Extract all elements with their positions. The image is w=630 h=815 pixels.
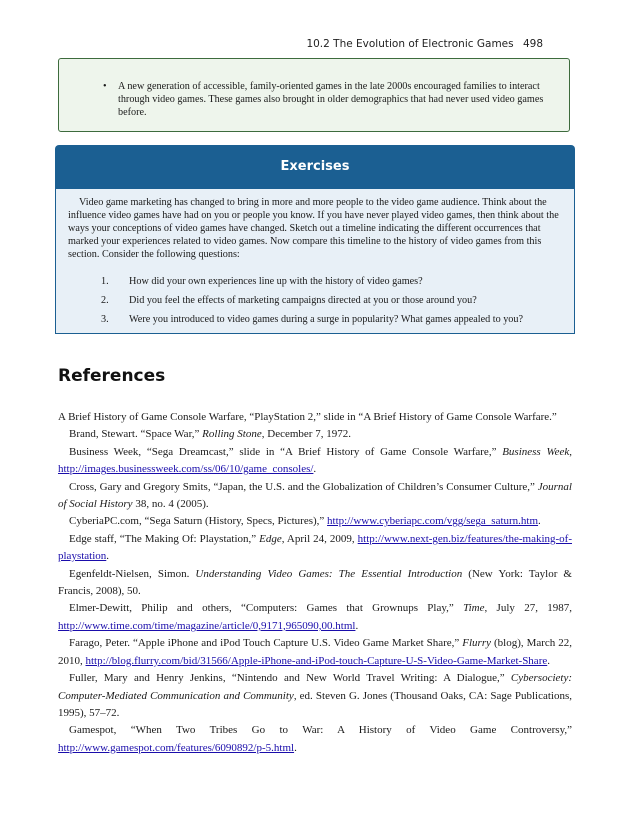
- question-number: 3.: [101, 314, 109, 325]
- reference-text: Farago, Peter. “Apple iPhone and iPod Touch Capture U.S. Video Game Market Share,”: [69, 637, 463, 650]
- reference-text: , July 27, 1987,: [484, 602, 572, 615]
- reference-text: Cross, Gary and Gregory Smits, “Japan, the U.S. and the Globalization of Children’s Consumer Culture,”: [69, 480, 538, 493]
- reference-title: Journal of Social History: [58, 480, 572, 511]
- question-number: 1.: [101, 276, 109, 287]
- reference-text: Gamespot, “When Two Tribes Go to War: A History of Video Game Controversy,”: [69, 724, 572, 737]
- reference-text: Business Week, “Sega Dreamcast,” slide in “A Brief History of Game Console Warfare,”: [69, 445, 503, 458]
- reference-link[interactable]: http://www.cyberiapc.com/vgg/sega_saturn.htm: [327, 515, 539, 528]
- reference-title: Business Week: [502, 445, 570, 458]
- reference-text: A Brief History of Game Console Warfare, “PlayStation 2,” slide in “A Brief History of Game Console Warfare.”: [58, 411, 557, 423]
- running-header: [306, 38, 543, 50]
- references-list: [58, 409, 572, 757]
- reference-text: .: [294, 741, 297, 754]
- reference-title: Time: [463, 602, 485, 615]
- reference-title: Cybersociety: Computer-Mediated Communication and Community: [58, 672, 572, 702]
- takeaway-item: [103, 80, 558, 119]
- question-text: How did your own experiences line up with the history of video games?: [129, 276, 423, 287]
- takeaway-text: A new generation of accessible, family-oriented games in the late 2000s encouraged families to interact through video games. These games also brought in older demographics that had never used video games before.: [118, 81, 544, 118]
- question-number: 2.: [101, 295, 109, 306]
- reference-title: Flurry: [462, 637, 491, 650]
- exercises-heading: Exercises: [55, 145, 575, 189]
- reference-text: .: [547, 654, 550, 667]
- reference-text: 38, no. 4 (2005).: [132, 498, 209, 511]
- reference-text: Egenfeldt-Nielsen, Simon.: [69, 567, 196, 580]
- page-number: 498: [522, 38, 543, 50]
- reference-text: (blog), March 22, 2010,: [58, 637, 572, 667]
- reference-text: .: [106, 550, 110, 563]
- reference-entry: [58, 426, 572, 443]
- reference-entry: [58, 670, 572, 722]
- reference-text: Elmer-Dewitt, Philip and others, “Computers: Games that Grownups Play,”: [69, 602, 464, 615]
- bullet-marker: •: [103, 81, 107, 92]
- question-text: Were you introduced to video games during a surge in popularity? What games appealed to you?: [129, 314, 524, 325]
- reference-link[interactable]: http://images.businessweek.com/ss/06/10/game_consoles/: [58, 463, 314, 476]
- reference-entry: [58, 444, 572, 479]
- reference-title: Understanding Video Games: The Essential Introduction: [195, 567, 463, 580]
- reference-title: Edge: [259, 532, 282, 545]
- reference-entry: [58, 600, 572, 635]
- reference-text: , April 24, 2009,: [281, 532, 358, 545]
- reference-text: CyberiaPC.com, “Sega Saturn (History, Specs, Pictures),”: [69, 515, 328, 528]
- reference-entry: [58, 722, 572, 757]
- reference-text: Fuller, Mary and Henry Jenkins, “Nintendo and New World Travel Writing: A Dialogue,”: [69, 672, 511, 685]
- exercises-intro: Video game marketing has changed to bring in more and more people to the video game audience. Think about the influence video games have had on you or people you know. If you have never played video games, then think about the ways your conceptions of video games have changed. Sketch out a timeline indicating the different occurrences that marked your experiences related to video games. Now compare this timeline to the history of video games from this section. Consider the following questions:: [68, 197, 559, 260]
- exercise-questions: [56, 275, 576, 332]
- exercise-question: [56, 275, 576, 294]
- reference-text: Edge staff, “The Making Of: Playstation,”: [69, 532, 260, 545]
- reference-text: , December 7, 1972.: [261, 428, 351, 441]
- exercises-box: [55, 189, 575, 334]
- key-takeaways-box: [58, 58, 570, 132]
- reference-entry: [58, 409, 572, 426]
- references-heading: References: [58, 366, 166, 386]
- reference-text: Brand, Stewart. “Space War,”: [69, 428, 203, 441]
- reference-link[interactable]: http://blog.flurry.com/bid/31566/Apple-iPhone-and-iPod-touch-Capture-U-S-Video-Game-Market-Share: [85, 654, 548, 667]
- reference-link[interactable]: http://www.gamespot.com/features/6090892/p-5.html: [58, 741, 295, 754]
- reference-entry: [58, 531, 572, 566]
- question-text: Did you feel the effects of marketing campaigns directed at you or those around you?: [129, 295, 477, 306]
- exercise-question: [56, 313, 576, 332]
- reference-entry: [58, 566, 572, 601]
- reference-link[interactable]: http://www.next-gen.biz/features/the-making-of-playstation: [58, 532, 572, 563]
- reference-text: ,: [569, 445, 572, 458]
- reference-text: .: [355, 619, 359, 632]
- reference-entry: [58, 479, 572, 514]
- reference-link[interactable]: http://www.time.com/time/magazine/article/0,9171,965090,00.html: [58, 619, 356, 632]
- reference-title: Rolling Stone: [202, 428, 262, 441]
- reference-text: .: [313, 463, 317, 476]
- reference-text: (New York: Taylor & Francis, 2008), 50.: [58, 567, 572, 598]
- exercise-question: [56, 294, 576, 313]
- reference-text: .: [538, 515, 541, 528]
- reference-entry: [58, 635, 572, 670]
- reference-text: , ed. Steven G. Jones (Thousand Oaks, CA: Sage Publications, 1995), 57–72.: [58, 689, 573, 719]
- section-title: 10.2 The Evolution of Electronic Games: [306, 38, 514, 50]
- reference-entry: [58, 513, 572, 530]
